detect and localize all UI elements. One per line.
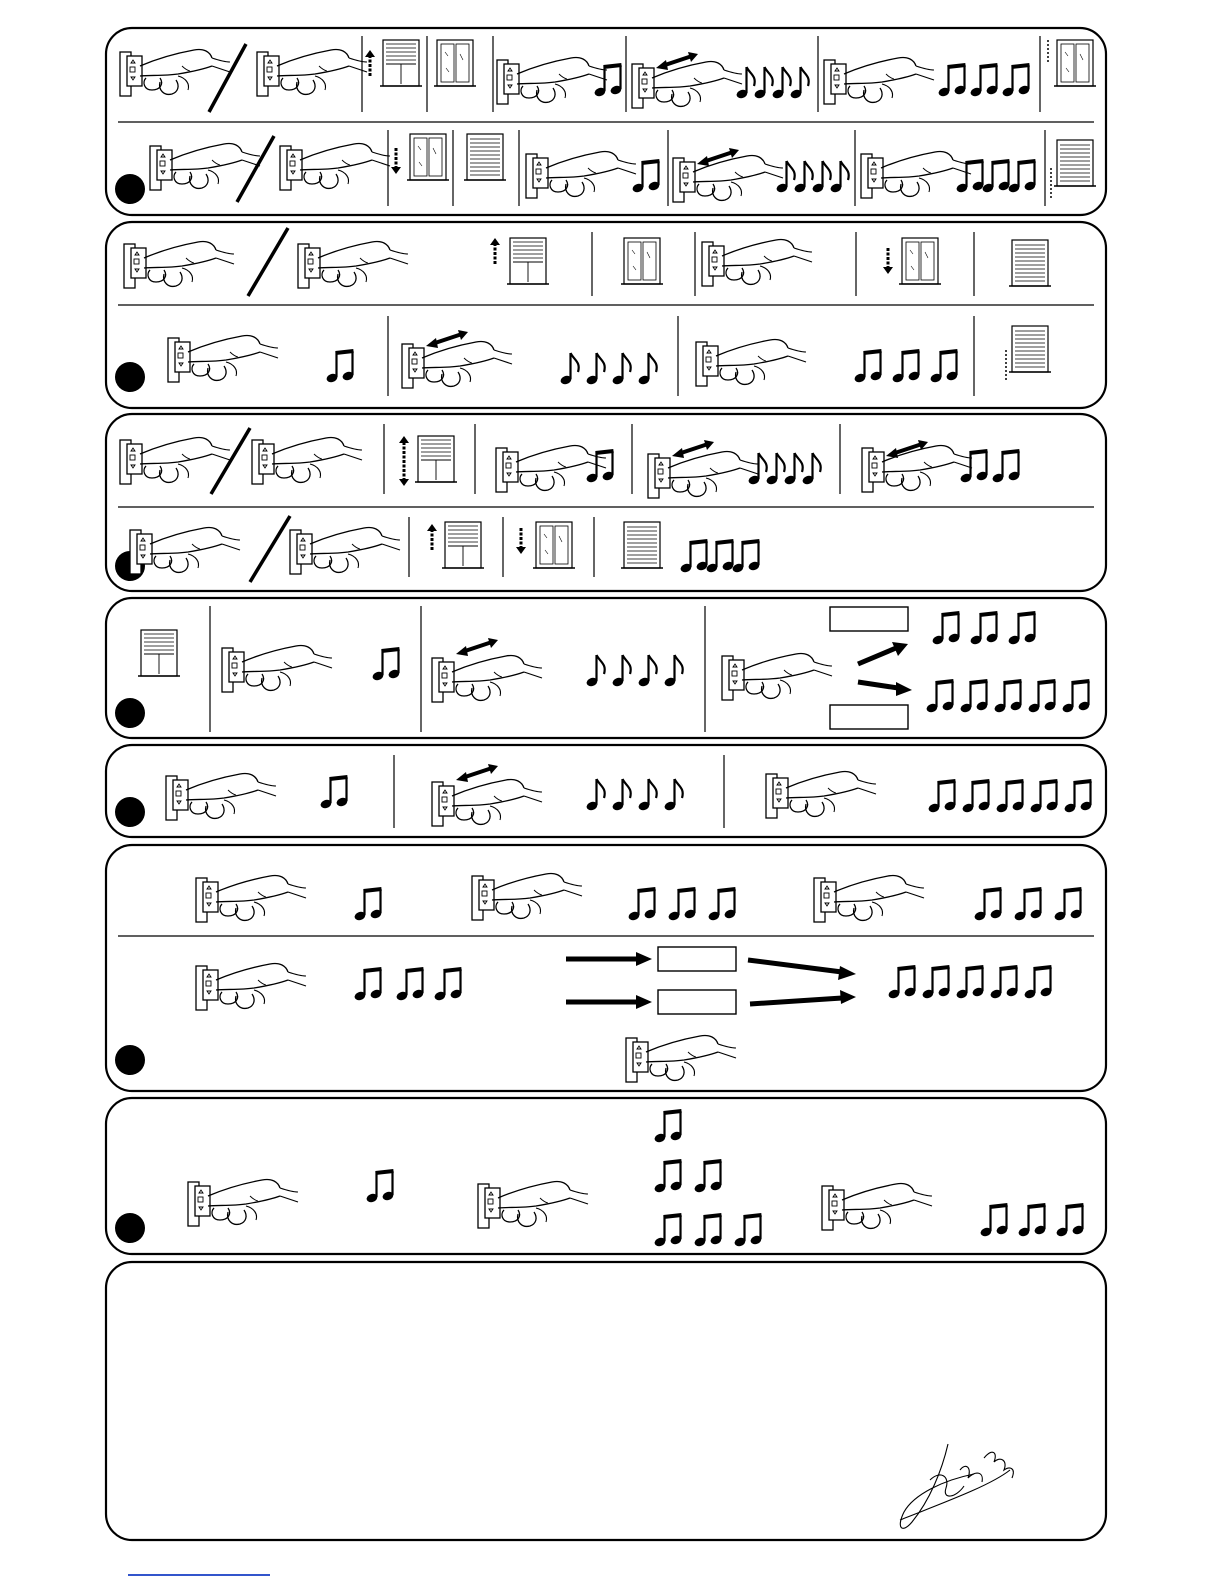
panel-frames: [106, 28, 1106, 1540]
footer-link-underline[interactable]: [128, 1574, 270, 1576]
step-number-markers: [115, 174, 145, 1243]
shutter-icons: [138, 40, 1096, 676]
row-dividers: [118, 122, 1094, 936]
hand-press-icons: [120, 49, 972, 1230]
or-slashes: [209, 44, 290, 582]
handwritten-signature: [900, 1444, 1013, 1528]
